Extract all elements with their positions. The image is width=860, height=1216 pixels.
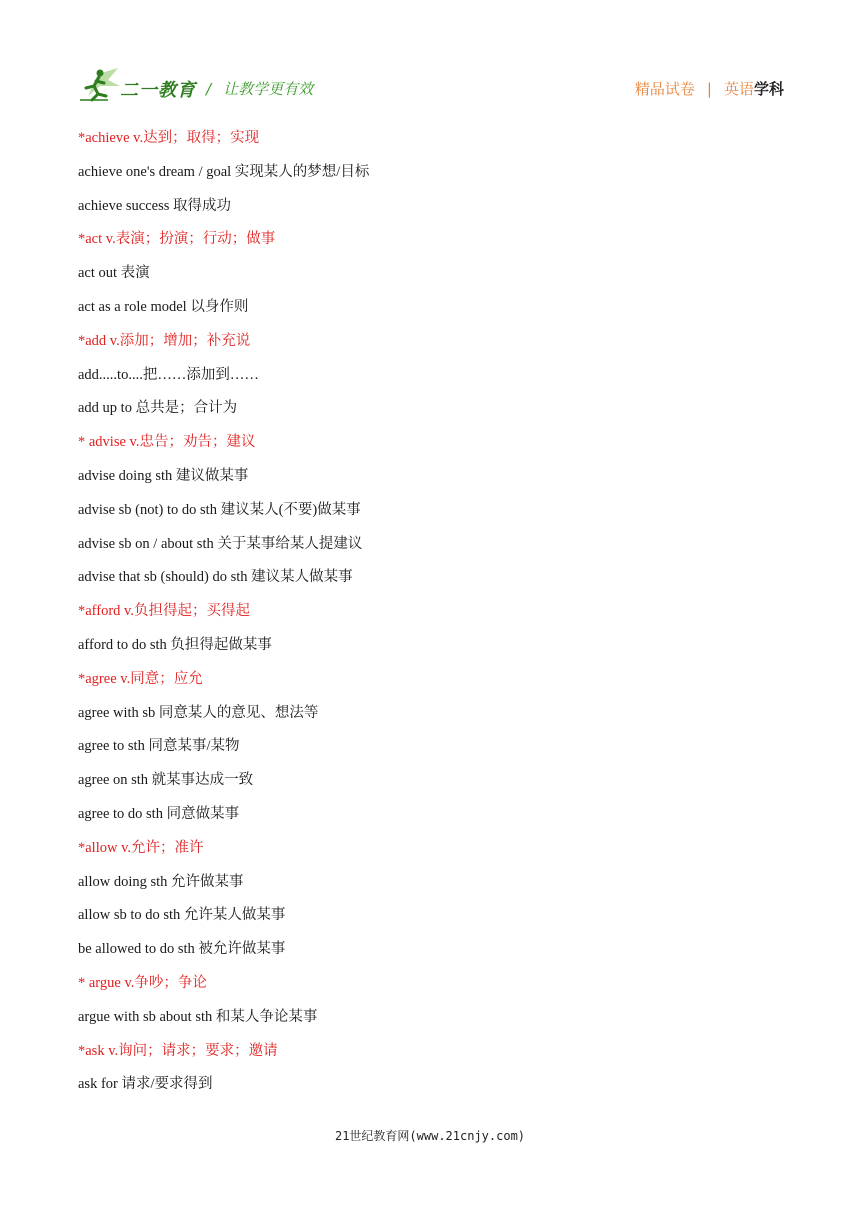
vocab-phrase: advise doing sth 建议做某事 <box>78 467 249 484</box>
subject-label: 精品试卷 | 英语学科 <box>634 80 784 98</box>
slogan: / 让教学更有效 <box>206 80 314 98</box>
vocab-headword: *afford v.负担得起；买得起 <box>78 603 250 620</box>
vocab-phrase: be allowed to do sth 被允许做某事 <box>78 941 286 958</box>
vocab-headword: *ask v.询问；请求；要求；邀请 <box>78 1042 278 1059</box>
vocab-phrase: ask for 请求/要求得到 <box>78 1076 213 1093</box>
vocab-headword: * advise v.忠告；劝告；建议 <box>78 434 256 451</box>
vocab-phrase: achieve one's dream / goal 实现某人的梦想/目标 <box>78 163 370 180</box>
vocab-phrase: allow doing sth 允许做某事 <box>78 873 244 890</box>
vocab-phrase: agree to sth 同意某事/某物 <box>78 738 240 755</box>
vocab-headword: *allow v.允许；准许 <box>78 839 204 856</box>
vocab-phrase: allow sb to do sth 允许某人做某事 <box>78 907 286 924</box>
vocab-phrase: advise sb (not) to do sth 建议某人(不要)做某事 <box>78 501 361 518</box>
vocab-headword: *achieve v.达到；取得；实现 <box>78 130 260 146</box>
vocab-list <box>78 122 778 1102</box>
runner-icon <box>78 66 122 104</box>
vocab-headword: *add v.添加；增加；补充说 <box>78 332 251 349</box>
vocab-phrase: act as a role model 以身作则 <box>78 298 249 315</box>
vocab-phrase: act out 表演 <box>78 265 150 282</box>
vocab-phrase: advise sb on / about sth 关于某事给某人提建议 <box>78 535 363 552</box>
vocab-phrase: add up to 总共是；合计为 <box>78 400 238 417</box>
page-footer: 21世纪教育网(www.21cnjy.com) <box>334 1129 526 1143</box>
vocab-phrase: argue with sb about sth 和某人争论某事 <box>78 1008 318 1025</box>
vocab-phrase: agree on sth 就某事达成一致 <box>78 772 254 789</box>
vocab-headword: *act v.表演；扮演；行动；做事 <box>78 231 276 248</box>
vocab-phrase: afford to do sth 负担得起做某事 <box>78 636 272 653</box>
subject-label-orange: 英语 <box>723 80 754 98</box>
subject-label-black: 学科 <box>753 80 784 98</box>
vocab-phrase: achieve success 取得成功 <box>78 197 232 214</box>
logo <box>78 66 198 106</box>
vocab-phrase: agree to do sth 同意做某事 <box>78 805 240 822</box>
slogan-text: 让教学更有效 <box>223 80 314 98</box>
vocab-phrase: advise that sb (should) do sth 建议某人做某事 <box>78 569 353 586</box>
logo-text: 二一教育 <box>120 80 196 101</box>
subject-label-left: 精品试卷 <box>634 80 695 98</box>
vocab-phrase: agree with sb 同意某人的意见、想法等 <box>78 704 319 721</box>
vocab-phrase: add.....to....把……添加到…… <box>78 366 259 383</box>
vocab-headword: *agree v.同意；应允 <box>78 670 203 687</box>
vocab-headword: * argue v.争吵；争论 <box>78 974 207 991</box>
page-header <box>78 66 784 106</box>
